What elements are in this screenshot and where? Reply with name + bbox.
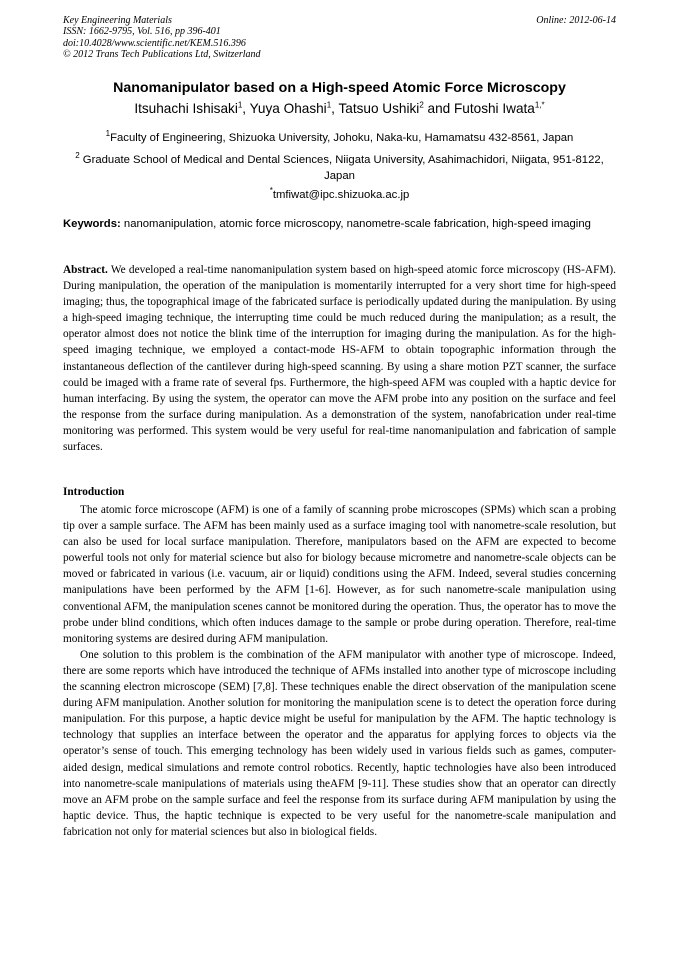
corresponding-email — [63, 187, 616, 203]
affiliation-mark: 2 — [75, 151, 80, 161]
journal-header — [63, 15, 616, 60]
affiliation-text: Faculty of Engineering, Shizuoka University, Johoku, Naka-ku, Hamamatsu 432-8561, Japan — [110, 132, 574, 144]
author-name: Tatsuo Ushiki — [338, 101, 420, 116]
affiliation-2 — [63, 152, 616, 184]
journal-name: Key Engineering Materials — [63, 15, 172, 26]
author-name: Itsuhachi Ishisaki — [134, 101, 238, 116]
author-affil-mark: 1,* — [534, 100, 545, 110]
email-mark: * — [269, 186, 273, 196]
introduction-heading: Introduction — [63, 486, 125, 498]
affiliation-1 — [63, 130, 616, 146]
abstract — [63, 262, 616, 455]
author-name: Futoshi Iwata — [454, 101, 535, 116]
abstract-text: We developed a real-time nanomanipulation system based on high-speed atomic force microscopy (HS-AFM). During manipulation, the operation of the manipulation is momentarily interrupted for a very short time for high-speed imaging; thus, the topographical image of the fabricated surface is periodically updated during the manipulation. By using a high-speed imaging technique, the interrupting time could be much reduced during the manipulation; as a result, the operator almost does not notice the blink time of the interruption for imaging during the manipulation. As for the high-speed imaging technique, we employed a contact-mode HS-AFM to obtain topographic information through the instantaneous deflection of the cantilever during high-speed scanning. By using a share motion PZT scanner, the surface could be imaged with a frame rate of several fps. Furthermore, the high-speed AFM was coupled with a haptic device for human interfacing. By using the system, the operator can move the AFM probe into any position on the surface and feel the response from the surface during manipulation. As a demonstration of the system, nanofabrication under real-time monitoring was performed. This system would be very useful for real-time nanomanipulation and fabrication of sample surfaces. — [63, 264, 617, 454]
email-address: tmfiwat@ipc.shizuoka.ac.jp — [272, 189, 410, 201]
intro-paragraph: The atomic force microscope (AFM) is one of a family of scanning probe microscopes (SPMs) which scan a probing tip over a sample surface. The AFM has been mainly used as a surface imaging tool with nanometre-scale resolution, but can also be used for local surface manipulation. Therefore, manipulators based on the AFM are expected to become powerful tools not only for material science but also for biology because micrometre and nanometre-scale objects can be moved or fabricated in various (i.e. vacuum, air or liquid) conditions using the AFM. Indeed, several studies concerning manipulations have been performed by the AFM [1-6]. However, as for such nanometre-scale manipulation using conventional AFM, the manipulation scenes cannot be monitored during the operation. Thus, the operator has to move the probe under blind conditions, which often induces damage to the sample or probe during operation. Therefore, real-time monitoring systems are desired during AFM manipulation. — [63, 504, 616, 645]
keywords-label: Keywords: — [63, 218, 121, 230]
doi-line: doi:10.4028/www.scientific.net/KEM.516.396 — [63, 37, 246, 49]
online-date: Online: 2012-06-14 — [536, 15, 616, 26]
introduction-body — [63, 502, 616, 840]
issn-line: ISSN: 1662-9795, Vol. 516, pp 396-401 — [63, 26, 221, 38]
affiliation-mark: 1 — [105, 129, 111, 139]
paper-title: Nanomanipulator based on a High-speed Atomic Force Microscopy — [113, 80, 566, 96]
author-affil-mark: 1 — [237, 100, 243, 110]
abstract-label: Abstract. — [63, 264, 108, 276]
author-name: Yuya Ohashi — [249, 101, 327, 116]
author-affil-mark: 1 — [326, 100, 332, 110]
author-list: Itsuhachi Ishisaki$^1$, Yuya Ohashi$^1$, Tatsuo Ushiki$^2$ and Futoshi Iwata$^{1,*}$ — [134, 100, 545, 116]
copyright-line: © 2012 Trans Tech Publications Ltd, Switzerland — [63, 48, 261, 60]
affiliation-text: Graduate School of Medical and Dental Sciences, Niigata University, Asahimachidori, Niigata, 951-8122, Japan — [82, 154, 604, 182]
intro-paragraph: One solution to this problem is the combination of the AFM manipulator with another type of microscope. Indeed, there are some reports which have introduced the technique of AFMs installed into another type of microscope including the scanning electron microscope (SEM) [7,8]. These techniques enable the direct observation of the manipulation scene during AFM manipulation. Another solution for monitoring the manipulation scene is to detect the operation force during manipulation. For this purpose, a haptic device might be useful for manipulation by the AFM. The haptic technology is technology that supplies an interface between the operator and the apparatus for applying forces to objects via the operator’s sense of touch. This emerging technology has been widely used in various fields such as games, computer-aided design, medical simulations and remote control robotics. Recently, haptic technologies have also been introduced into nanometre-scale manipulations of materials using theAFM [9-11]. These studies show that an operator can directly move an AFM probe on the sample surface and feel the response from its surface during AFM manipulation by using the haptic device. Thus, the haptic technique is expected to be very useful for the nanometre-scale manipulation and fabrication not only for material sciences but also in biological fields. — [63, 648, 616, 838]
keywords-text: nanomanipulation, atomic force microscopy, nanometre-scale fabrication, high-speed imaging — [123, 218, 591, 230]
keywords — [63, 217, 616, 231]
author-affil-mark: 2 — [419, 100, 424, 110]
